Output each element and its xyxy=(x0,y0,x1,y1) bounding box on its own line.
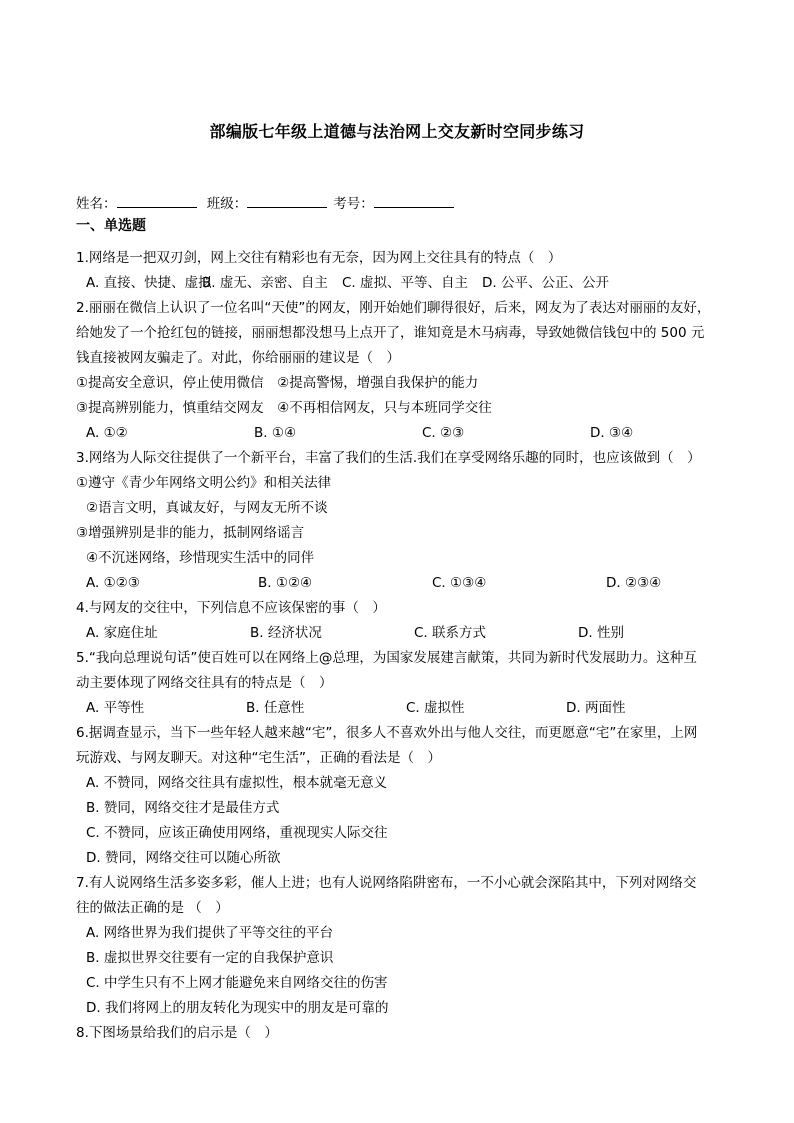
option[interactable]: D. 两面性 xyxy=(566,700,626,716)
question-2-item: ①提高安全意识，停止使用微信 ②提高警惕，增强自我保护的能力 xyxy=(76,375,479,391)
question-1-stem: 1.网络是一把双刃剑，网上交往有精彩也有无奈，因为网上交往具有的特点（ ） xyxy=(76,250,562,266)
option[interactable]: B. 虚拟世界交往要有一定的自我保护意识 xyxy=(86,950,334,966)
option[interactable]: A. ①②③ xyxy=(86,575,140,591)
option[interactable]: A. 网络世界为我们提供了平等交往的平台 xyxy=(86,925,334,941)
question-3-item: ①遵守《青少年网络文明公约》和相关法律 xyxy=(76,475,332,491)
option[interactable]: B. 经济状况 xyxy=(250,625,322,641)
question-3-item: ②语言文明，真诚友好，与网友无所不谈 xyxy=(86,500,328,516)
question-3-stem: 3.网络为人际交往提供了一个新平台，丰富了我们的生活.我们在享受网络乐趣的同时，也应该做到（ ） xyxy=(76,450,701,466)
section-title: 一、单选题 xyxy=(76,218,146,234)
option[interactable]: C. 不赞同，应该正确使用网络，重视现实人际交往 xyxy=(86,825,388,841)
question-4-stem: 4.与网友的交往中，下列信息不应该保密的事（ ） xyxy=(76,600,386,616)
option[interactable]: C. 联系方式 xyxy=(414,625,487,641)
option[interactable]: B. 赞同，网络交往才是最佳方式 xyxy=(86,800,280,816)
question-3-item: ③增强辨别是非的能力，抵制网络谣言 xyxy=(76,525,305,541)
question-5-options xyxy=(76,696,726,721)
exam-blank[interactable] xyxy=(374,195,454,208)
option[interactable]: C. ②③ xyxy=(422,425,465,441)
question-list xyxy=(76,246,726,1046)
question-1-options xyxy=(76,271,726,296)
question-6-stem: 6.据调查显示，当下一些年轻人越来越“宅”，很多人不喜欢外出与他人交往，而更愿意“宅”在家里，上网 xyxy=(76,725,698,741)
option[interactable]: A. 平等性 xyxy=(86,700,145,716)
exam-label: 考号： xyxy=(333,196,374,212)
question-3-options xyxy=(76,571,726,596)
option[interactable]: B. 虚无、亲密、自主 xyxy=(202,275,328,291)
option[interactable]: A. 直接、快捷、虚拟 xyxy=(86,275,212,291)
option[interactable]: D. 赞同，网络交往可以随心所欲 xyxy=(86,850,281,866)
class-blank[interactable] xyxy=(247,195,327,208)
option[interactable]: C. 虚拟性 xyxy=(406,700,465,716)
question-5-stem: 5.“我向总理说句话”使百姓可以在网络上@总理，为国家发展建言献策，共同为新时代发展助力。这种互 xyxy=(76,650,697,666)
question-8-stem: 8.下图场景给我们的启示是（ ） xyxy=(76,1025,278,1041)
option[interactable]: A. 家庭住址 xyxy=(86,625,158,641)
option[interactable]: A. ①② xyxy=(86,425,128,441)
option[interactable]: D. 性别 xyxy=(578,625,624,641)
option[interactable]: C. ①③④ xyxy=(432,575,487,591)
option[interactable]: D. ②③④ xyxy=(606,575,662,591)
document-title: 部编版七年级上道德与法治网上交友新时空同步练习 xyxy=(209,122,585,141)
question-7-stem: 往的做法正确的是 （ ） xyxy=(76,900,229,916)
question-2-stem: 2.丽丽在微信上认识了一位名叫“天使”的网友，刚开始她们聊得很好，后来，网友为了表达对丽丽的友好， xyxy=(76,300,711,316)
option[interactable]: B. 任意性 xyxy=(246,700,305,716)
question-2-options xyxy=(76,421,726,446)
name-label: 姓名： xyxy=(76,196,117,212)
question-6-stem: 玩游戏、与网友聊天。对这种“宅生活”，正确的看法是（ ） xyxy=(76,750,441,766)
option[interactable]: D. 公平、公正、公开 xyxy=(482,275,609,291)
option[interactable]: D. ③④ xyxy=(590,425,634,441)
option[interactable]: B. ①②④ xyxy=(258,575,313,591)
question-2-stem: 给她发了一个抢红包的链接，丽丽想都没想马上点开了，谁知竟是木马病毒，导致她微信钱包中的 500 元 xyxy=(76,325,705,341)
class-label: 班级： xyxy=(206,196,248,212)
option[interactable]: C. 中学生只有不上网才能避免来自网络交往的伤害 xyxy=(86,975,388,991)
question-2-stem: 钱直接被网友骗走了。对此，你给丽丽的建议是（ ） xyxy=(76,350,400,366)
student-info-row xyxy=(76,192,460,212)
question-5-stem: 动主要体现了网络交往具有的特点是（ ） xyxy=(76,675,333,691)
option[interactable]: C. 虚拟、平等、自主 xyxy=(342,275,469,291)
question-3-item: ④不沉迷网络，珍惜现实生活中的同伴 xyxy=(86,550,315,566)
question-4-options xyxy=(76,621,726,646)
question-2-item: ③提高辨别能力，慎重结交网友 ④不再相信网友，只与本班同学交往 xyxy=(76,400,492,416)
option[interactable]: D. 我们将网上的朋友转化为现实中的朋友是可靠的 xyxy=(86,1000,389,1016)
option[interactable]: A. 不赞同，网络交往具有虚拟性，根本就毫无意义 xyxy=(86,775,388,791)
question-7-stem: 7.有人说网络生活多姿多彩，催人上进；也有人说网络陷阱密布，一不小心就会深陷其中，下列对网络交 xyxy=(76,875,697,891)
name-blank[interactable] xyxy=(117,195,197,208)
option[interactable]: B. ①④ xyxy=(254,425,297,441)
